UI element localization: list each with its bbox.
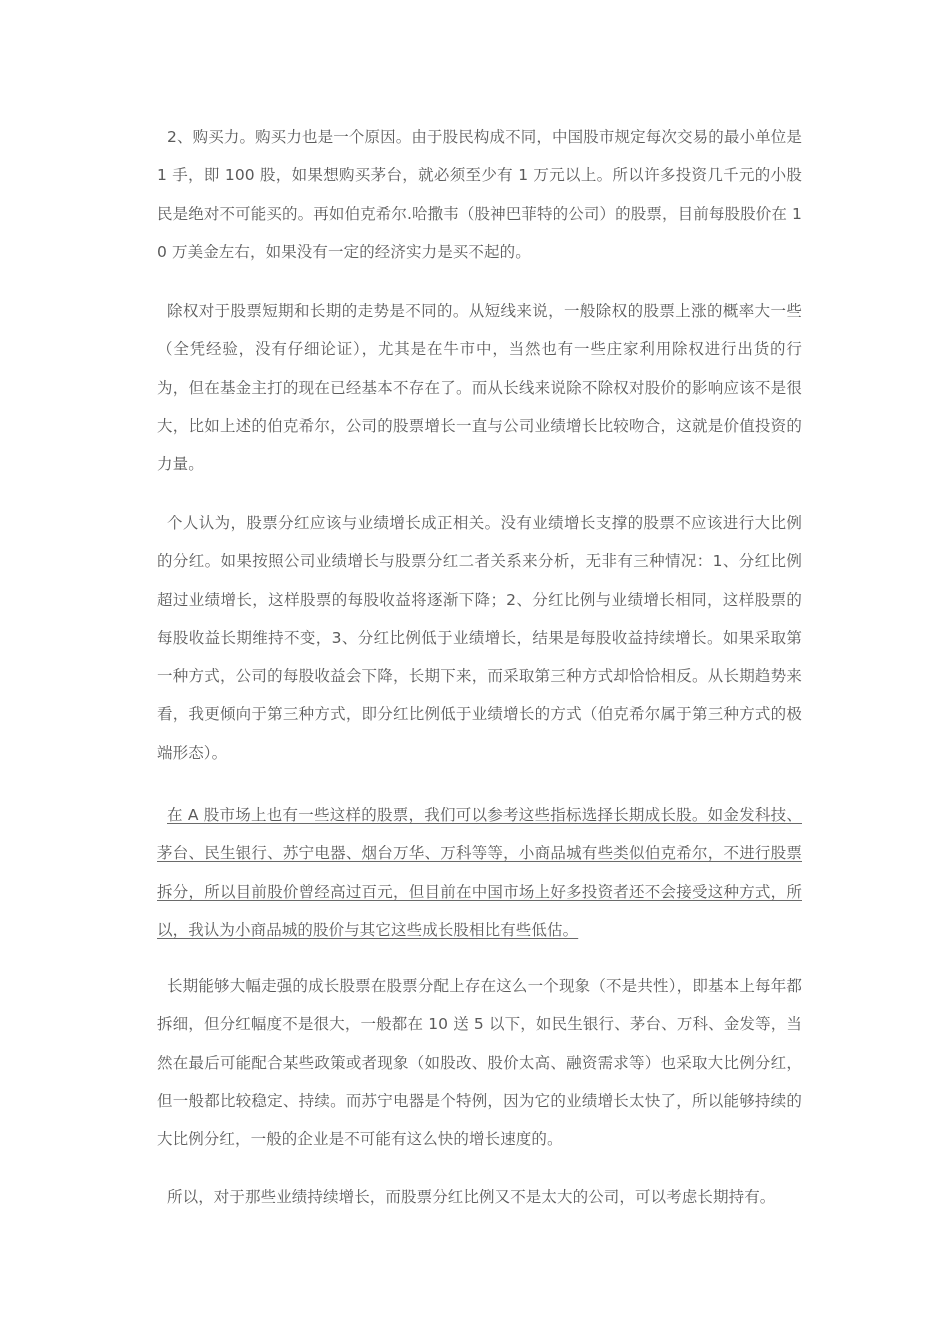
paragraph-a-share-examples (157, 796, 802, 949)
paragraph-purchasing-power: 2、购买力。购买力也是一个原因。由于股民构成不同，中国股市规定每次交易的最小单位是 1 手，即 100 股，如果想购买茅台，就必须至少有 1 万元以上。所以许多投资几千元的小股民是绝对不可能买的。再如伯克希尔.哈撒韦（股神巴菲特的公司）的股票，目前每股股价在 10 万美金左右，如果没有一定的经济实力是买不起的。 (157, 128, 802, 261)
underlined-text: 在 A 股市场上也有一些这样的股票，我们可以参考这些指标选择长期成长股。如金发科技、茅台、民生银行、苏宁电器、烟台万华、万科等等，小商品城有些类似伯克希尔，不进行股票拆分，所以目前股价曾经高过百元，但目前在中国市场上好多投资者还不会接受这种方式，所以，我认为小商品城的股价与其它这些成长股相比有些低估。 (157, 806, 802, 939)
paragraph-dividend-growth: 个人认为，股票分红应该与业绩增长成正相关。没有业绩增长支撑的股票不应该进行大比例的分红。如果按照公司业绩增长与股票分红二者关系来分析，无非有三种情况：1、分红比例超过业绩增长，这样股票的每股收益将逐渐下降；2、分红比例与业绩增长相同，这样股票的每股收益长期维持不变，3、分红比例低于业绩增长，结果是每股收益持续增长。如果采取第一种方式，公司的每股收益会下降，长期下来，而采取第三种方式却恰恰相反。从长期趋势来看，我更倾向于第三种方式，即分红比例低于业绩增长的方式（伯克希尔属于第三种方式的极端形态）。 (157, 514, 802, 762)
paragraph-growth-stock-phenomenon: 长期能够大幅走强的成长股票在股票分配上存在这么一个现象（不是共性），即基本上每年都拆细，但分红幅度不是很大，一般都在 10 送 5 以下，如民生银行、茅台、万科、金发等，当然在最后可能配合某些政策或者现象（如股改、股价太高、融资需求等）也采取大比例分红，但一般都比较稳定、持续。而苏宁电器是个特例，因为它的业绩增长太快了，所以能够持续的大比例分红，一般的企业是不可能有这么快的增长速度的。 (157, 977, 802, 1149)
paragraph-conclusion: 所以，对于那些业绩持续增长，而股票分红比例又不是太大的公司，可以考虑长期持有。 (167, 1188, 776, 1206)
paragraph-ex-rights-trend: 除权对于股票短期和长期的走势是不同的。从短线来说，一般除权的股票上涨的概率大一些（全凭经验，没有仔细论证），尤其是在牛市中，当然也有一些庄家利用除权进行出货的行为，但在基金主打的现在已经基本不存在了。而从长线来说除不除权对股价的影响应该不是很大，比如上述的伯克希尔，公司的股票增长一直与公司业绩增长比较吻合，这就是价值投资的力量。 (157, 302, 802, 474)
